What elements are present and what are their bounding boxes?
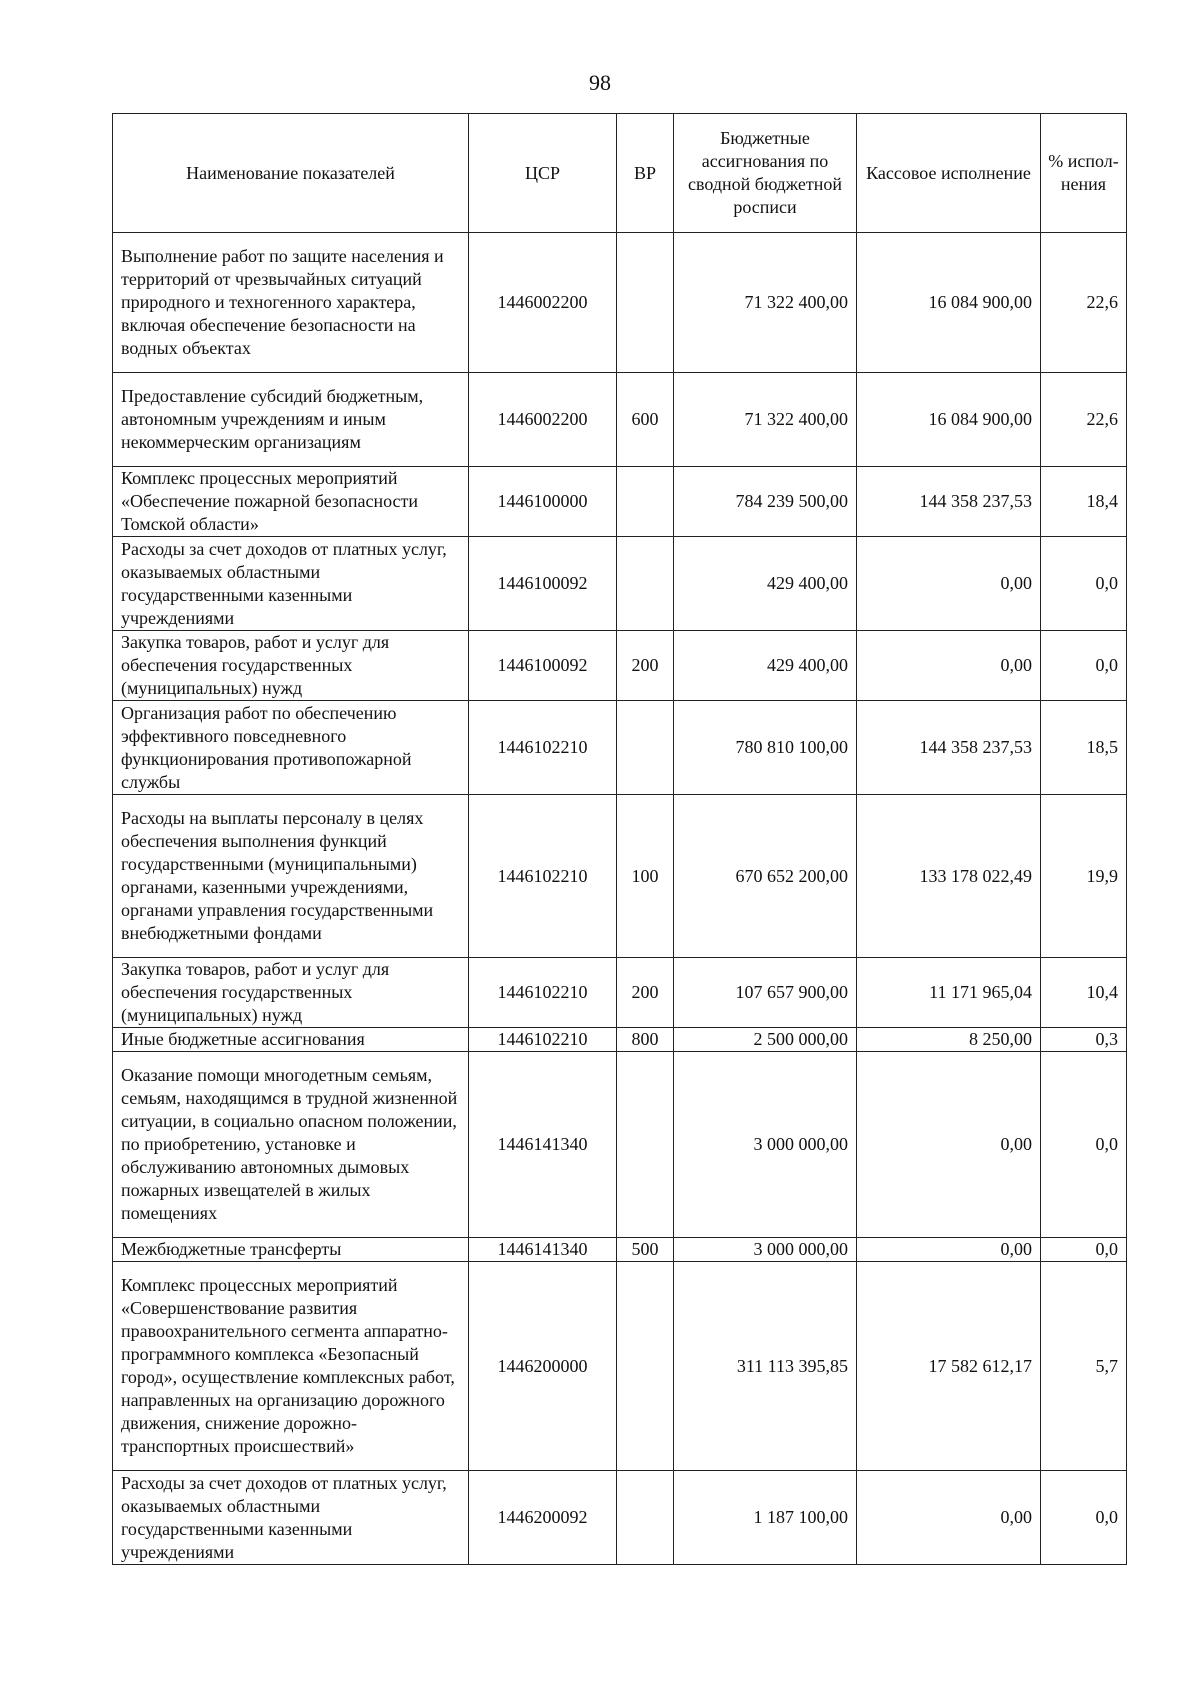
row-assigned: 71 322 400,00 — [674, 373, 857, 467]
row-executed: 0,00 — [857, 1471, 1041, 1565]
row-percent: 19,9 — [1041, 795, 1127, 958]
row-executed: 17 582 612,17 — [857, 1262, 1041, 1471]
row-name: Оказание помощи многодетным семьям, семьям, находящимся в трудной жизненной ситуации, в социально опасном положении, по приобретению, установке и обслуживанию автономных дымовых пожарных извещателей в жилых помещениях — [113, 1052, 469, 1238]
row-percent: 0,0 — [1041, 1052, 1127, 1238]
row-csr: 1446200000 — [469, 1262, 617, 1471]
header-vr: ВР — [617, 114, 674, 233]
row-assigned: 429 400,00 — [674, 537, 857, 631]
row-percent: 22,6 — [1041, 373, 1127, 467]
row-assigned: 670 652 200,00 — [674, 795, 857, 958]
row-name: Закупка товаров, работ и услуг для обеспечения государственных (муниципальных) нужд — [113, 958, 469, 1028]
row-name: Организация работ по обеспечению эффективного повседневного функционирования противопожарной службы — [113, 701, 469, 795]
row-csr: 1446200092 — [469, 1471, 617, 1565]
row-assigned: 2 500 000,00 — [674, 1028, 857, 1052]
table-row — [113, 373, 1127, 467]
page-number: 98 — [589, 70, 611, 95]
row-vr — [617, 537, 674, 631]
row-executed: 8 250,00 — [857, 1028, 1041, 1052]
header-csr: ЦСР — [469, 114, 617, 233]
table-row — [113, 467, 1127, 537]
table-row — [113, 795, 1127, 958]
row-assigned: 1 187 100,00 — [674, 1471, 857, 1565]
row-executed: 0,00 — [857, 537, 1041, 631]
row-vr — [617, 1471, 674, 1565]
table-row — [113, 958, 1127, 1028]
row-percent: 0,0 — [1041, 1471, 1127, 1565]
row-name: Комплекс процессных мероприятий «Совершенствование развития правоохранительного сегмента аппаратно-программного комплекса «Безопасный город», осуществление комплексных работ, направленных на организацию дорожного движения, снижение дорожно-транспортных происшествий» — [113, 1262, 469, 1471]
table-row — [113, 233, 1127, 373]
row-name: Закупка товаров, работ и услуг для обеспечения государственных (муниципальных) нужд — [113, 631, 469, 701]
row-percent: 5,7 — [1041, 1262, 1127, 1471]
row-csr: 1446141340 — [469, 1052, 617, 1238]
table-row — [113, 537, 1127, 631]
row-csr: 1446102210 — [469, 795, 617, 958]
table-row — [113, 1262, 1127, 1471]
row-csr: 1446100000 — [469, 467, 617, 537]
row-percent: 10,4 — [1041, 958, 1127, 1028]
row-executed: 133 178 022,49 — [857, 795, 1041, 958]
table-row — [113, 701, 1127, 795]
row-csr: 1446102210 — [469, 958, 617, 1028]
header-assigned: Бюджетные ассигнования по сводной бюджетной росписи — [674, 114, 857, 233]
table-row — [113, 631, 1127, 701]
row-csr: 1446100092 — [469, 537, 617, 631]
header-executed: Кассовое исполнение — [857, 114, 1041, 233]
row-vr — [617, 467, 674, 537]
header-name: Наименование показателей — [113, 114, 469, 233]
row-percent: 0,0 — [1041, 631, 1127, 701]
table-row — [113, 1238, 1127, 1262]
row-name: Комплекс процессных мероприятий «Обеспечение пожарной безопасности Томской области» — [113, 467, 469, 537]
row-executed: 0,00 — [857, 1238, 1041, 1262]
row-executed: 0,00 — [857, 1052, 1041, 1238]
row-vr — [617, 1052, 674, 1238]
row-percent: 18,5 — [1041, 701, 1127, 795]
row-name: Предоставление субсидий бюджетным, автономным учреждениям и иным некоммерческим организациям — [113, 373, 469, 467]
row-percent: 0,0 — [1041, 1238, 1127, 1262]
row-csr: 1446002200 — [469, 233, 617, 373]
row-csr: 1446102210 — [469, 701, 617, 795]
row-name: Расходы на выплаты персоналу в целях обеспечения выполнения функций государственными (муниципальными) органами, казенными учреждениями, органами управления государственными внебюджетными фондами — [113, 795, 469, 958]
row-vr — [617, 701, 674, 795]
row-executed: 16 084 900,00 — [857, 373, 1041, 467]
row-csr: 1446102210 — [469, 1028, 617, 1052]
row-vr: 600 — [617, 373, 674, 467]
row-executed: 11 171 965,04 — [857, 958, 1041, 1028]
row-vr — [617, 1262, 674, 1471]
row-name: Иные бюджетные ассигнования — [113, 1028, 469, 1052]
row-csr: 1446100092 — [469, 631, 617, 701]
row-percent: 0,0 — [1041, 537, 1127, 631]
row-vr: 200 — [617, 631, 674, 701]
row-name: Расходы за счет доходов от платных услуг, оказываемых областными государственными казенными учреждениями — [113, 537, 469, 631]
row-assigned: 3 000 000,00 — [674, 1238, 857, 1262]
row-assigned: 311 113 395,85 — [674, 1262, 857, 1471]
table-row — [113, 1028, 1127, 1052]
row-name: Межбюджетные трансферты — [113, 1238, 469, 1262]
row-assigned: 780 810 100,00 — [674, 701, 857, 795]
row-vr — [617, 233, 674, 373]
row-vr: 100 — [617, 795, 674, 958]
row-assigned: 3 000 000,00 — [674, 1052, 857, 1238]
row-assigned: 107 657 900,00 — [674, 958, 857, 1028]
row-percent: 18,4 — [1041, 467, 1127, 537]
row-csr: 1446002200 — [469, 373, 617, 467]
row-vr: 500 — [617, 1238, 674, 1262]
row-executed: 16 084 900,00 — [857, 233, 1041, 373]
table-row — [113, 1471, 1127, 1565]
row-assigned: 784 239 500,00 — [674, 467, 857, 537]
row-percent: 0,3 — [1041, 1028, 1127, 1052]
header-percent: % испол-нения — [1041, 114, 1127, 233]
row-name: Выполнение работ по защите населения и территорий от чрезвычайных ситуаций природного и техногенного характера, включая обеспечение безопасности на водных объектах — [113, 233, 469, 373]
row-vr: 200 — [617, 958, 674, 1028]
row-name: Расходы за счет доходов от платных услуг, оказываемых областными государственными казенными учреждениями — [113, 1471, 469, 1565]
row-percent: 22,6 — [1041, 233, 1127, 373]
table-header-row — [113, 114, 1127, 233]
row-executed: 144 358 237,53 — [857, 701, 1041, 795]
row-vr: 800 — [617, 1028, 674, 1052]
row-executed: 144 358 237,53 — [857, 467, 1041, 537]
table-row — [113, 1052, 1127, 1238]
row-executed: 0,00 — [857, 631, 1041, 701]
row-assigned: 71 322 400,00 — [674, 233, 857, 373]
row-assigned: 429 400,00 — [674, 631, 857, 701]
row-csr: 1446141340 — [469, 1238, 617, 1262]
budget-execution-table — [112, 113, 1127, 1565]
